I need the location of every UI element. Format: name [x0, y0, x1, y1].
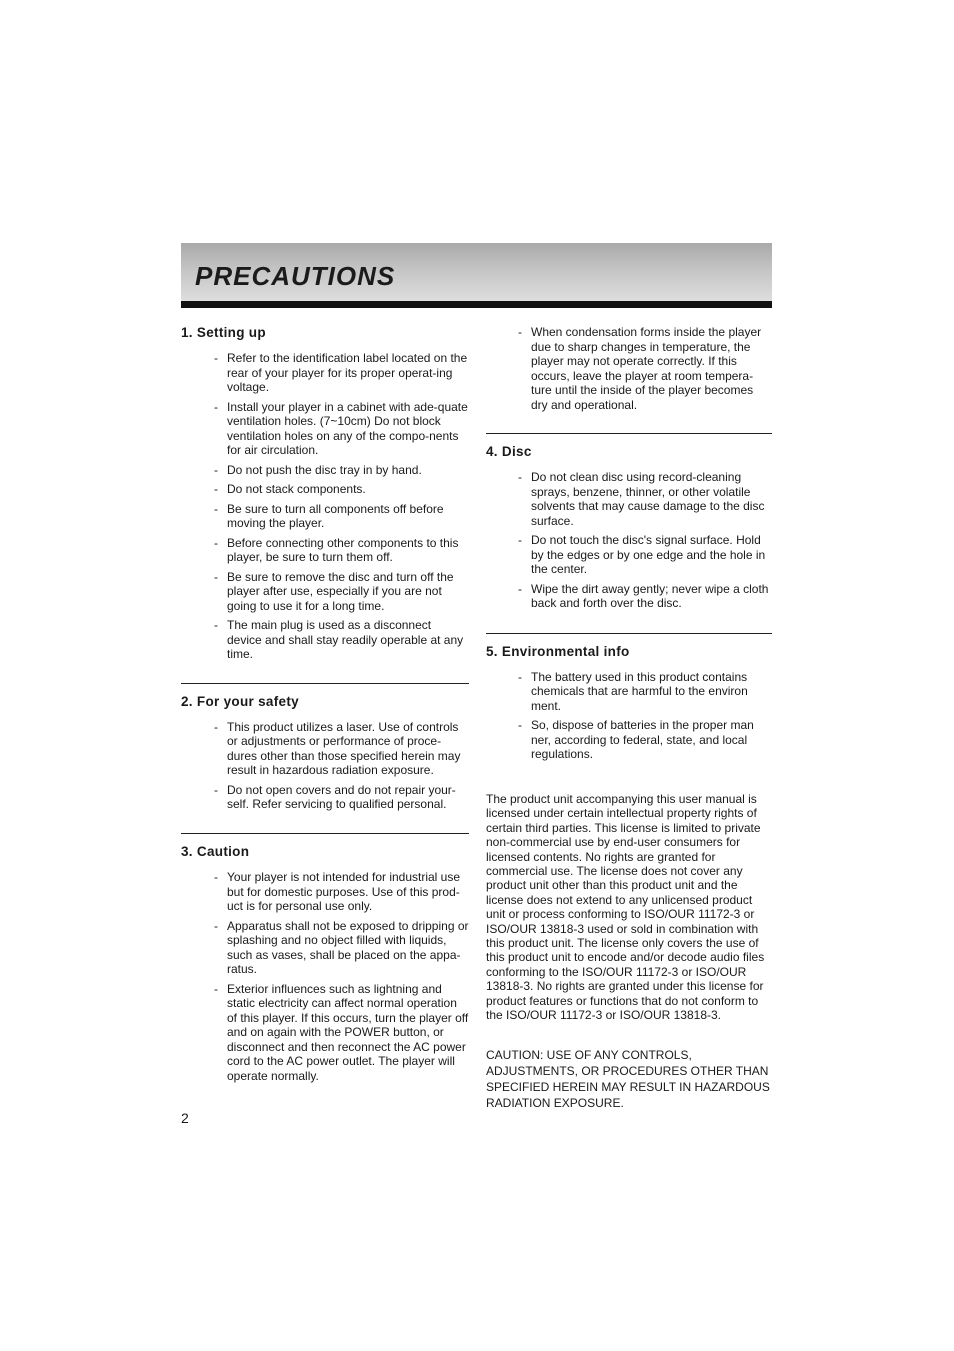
list-item: - Apparatus shall not be exposed to dripping or splashing and no object filled with liquids, such as vases, shall be placed on the appa-ratus.: [181, 919, 469, 977]
bullet-list: [181, 351, 469, 662]
list-item: - Exterior influences such as lightning and static electricity can affect normal operation of this player. If this occurs, turn the player off and on again with the POWER button, or disconnect and then reconnect the AC power cord to the AC power outlet. The player will operate normally.: [181, 982, 469, 1084]
section-environmental: [486, 633, 772, 762]
section-disc: [486, 433, 772, 611]
page-title: PRECAUTIONS: [195, 261, 396, 291]
caution-notice: CAUTION: USE OF ANY CONTROLS, ADJUSTMENTS, OR PROCEDURES OTHER THAN SPECIFIED HEREIN MAY RESULT IN HAZARDOUS RADIATION EXPOSURE.: [486, 1048, 770, 1111]
list-item: - Do not open covers and do not repair your-self. Refer servicing to qualified personal.: [181, 783, 469, 812]
list-item: - The main plug is used as a disconnect device and shall stay readily operable at any time.: [181, 618, 469, 662]
section-safety: [181, 683, 469, 812]
list-item: - Refer to the identification label located on the rear of your player for its proper operat-ing voltage.: [181, 351, 469, 395]
page-number: 2: [181, 1110, 189, 1126]
list-item: - Before connecting other components to this player, be sure to turn them off.: [181, 536, 469, 565]
bullet-list: [486, 670, 772, 762]
bullet-list-continued: [486, 325, 772, 412]
left-column: [181, 325, 469, 1088]
list-item: - The battery used in this product contains chemicals that are harmful to the environ ment.: [486, 670, 772, 714]
list-item: - Be sure to turn all components off before moving the player.: [181, 502, 469, 531]
title-underline: [181, 301, 772, 308]
list-item: - Be sure to remove the disc and turn off the player after use, especially if you are not going to use it for a long time.: [181, 570, 469, 614]
title-banner: [181, 243, 772, 301]
section-heading: 2. For your safety: [181, 693, 299, 709]
section-heading: 5. Environmental info: [486, 643, 630, 659]
right-column: [486, 325, 772, 1111]
section-setting-up: [181, 325, 469, 662]
list-item: - Do not stack components.: [181, 482, 469, 497]
list-item: - Do not touch the disc's signal surface. Hold by the edges or by one edge and the hole in the center.: [486, 533, 772, 577]
bullet-list: [486, 470, 772, 611]
list-item: - When condensation forms inside the player due to sharp changes in temperature, the player may not operate correctly. If this occurs, leave the player at room tempera-ture until the inside of the player becomes dry and operational.: [486, 325, 772, 412]
list-item: - Your player is not intended for industrial use but for domestic purposes. Use of this prod-uct is for personal use only.: [181, 870, 469, 914]
list-item: - Wipe the dirt away gently; never wipe a cloth back and forth over the disc.: [486, 582, 772, 611]
section-heading: 4. Disc: [486, 444, 532, 459]
section-heading: 1. Setting up: [181, 325, 266, 340]
list-item: - So, dispose of batteries in the proper man ner, according to federal, state, and local regulations.: [486, 718, 772, 762]
list-item: - Do not push the disc tray in by hand.: [181, 463, 469, 478]
bullet-list: [181, 870, 469, 1083]
list-item: - Do not clean disc using record-cleaning sprays, benzene, thinner, or other volatile solvents that may cause damage to the disc surface.: [486, 470, 772, 528]
list-item: - Install your player in a cabinet with ade-quate ventilation holes. (7~10cm) Do not block ventilation holes on any of the compo-nents for air circulation.: [181, 400, 469, 458]
bullet-list: [181, 720, 469, 812]
license-paragraph: The product unit accompanying this user manual is licensed under certain intellectual property rights of certain third parties. This license is limited to private non-commercial use by end-user consumers for licensed contents. No rights are granted for commercial use. The license does not cover any product unit other than this product unit and the license does not extend to any unlicensed product unit or process conforming to ISO/OUR 11172-3 or ISO/OUR 13818-3 used or sold in combination with this product unit. The license only covers the use of this product unit to encode and/or decode audio files conforming to the ISO/OUR 11172-3 or ISO/OUR 13818-3. No rights are granted under this license for product features or functions that do not conform to the ISO/OUR 11172-3 or ISO/OUR 13818-3.: [486, 791, 765, 1022]
section-heading: 3. Caution: [181, 843, 250, 859]
section-caution: [181, 833, 469, 1083]
list-item: - This product utilizes a laser. Use of controls or adjustments or performance of proce-dures other than those specified herein may result in hazardous radiation exposure.: [181, 720, 469, 778]
